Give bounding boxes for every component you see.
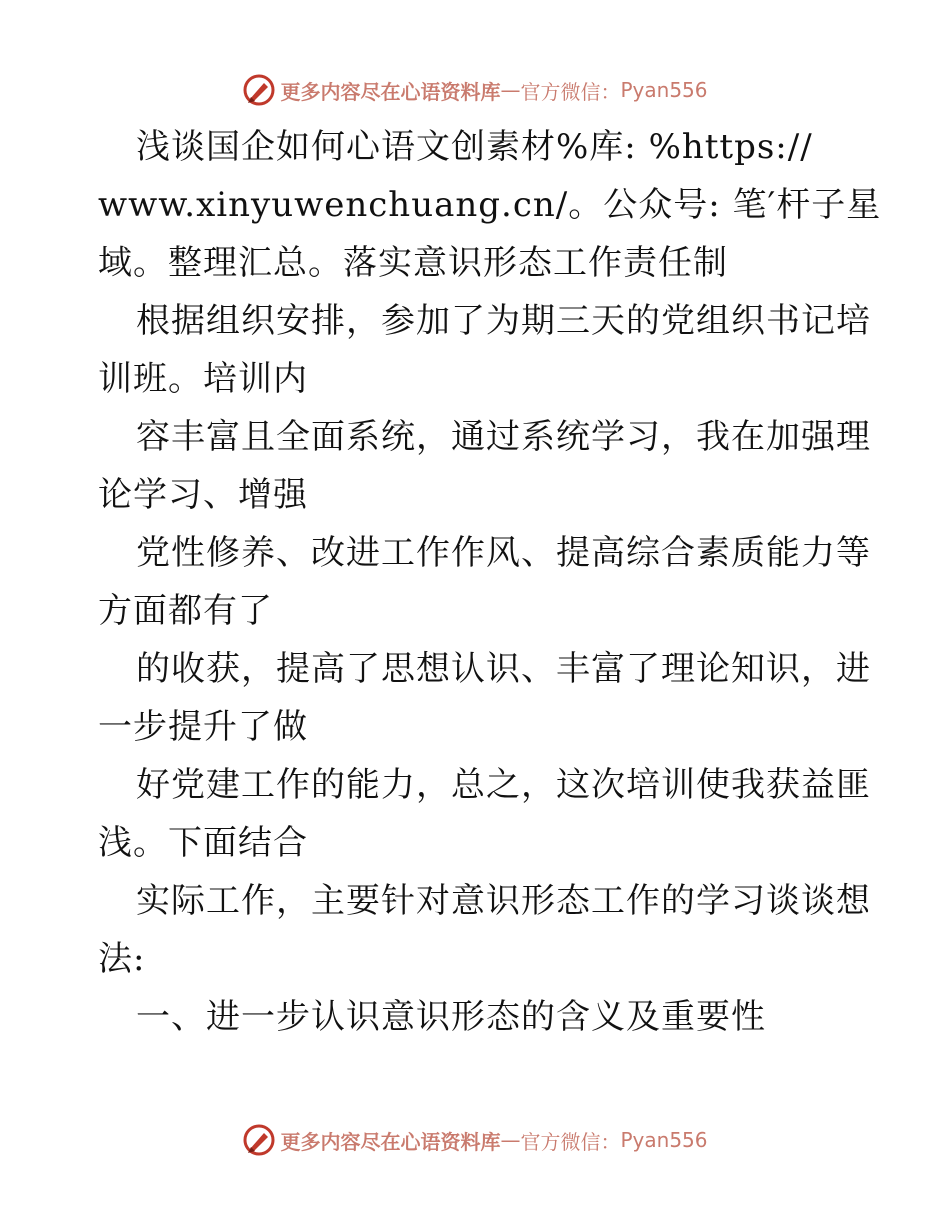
text-line: 浅。下面结合 (98, 823, 308, 863)
text-line: 党性修养、改进工作作风、提高综合素质能力等 (136, 533, 871, 573)
banner-official-label: 官方微信： (520, 79, 621, 104)
banner-brand-text: 更多内容尽在心语资料库 (280, 79, 501, 104)
text-line: 法: (98, 939, 146, 979)
text-line: www.xinyuwenchuang.cn/。公众号: 笔′杆子星 (98, 185, 882, 225)
text-line: 浅谈国企如何心语文创素材%库: %https:// (136, 127, 813, 167)
text-line: 的收获，提高了思想认识、丰富了理论知识，进 (136, 649, 871, 689)
pen-logo-icon (242, 73, 276, 107)
text-line: 方面都有了 (98, 591, 273, 631)
text-line: 域。整理汇总。落实意识形态工作责任制 (98, 243, 728, 283)
section-heading: 一、进一步认识意识形态的含义及重要性 (136, 997, 766, 1037)
banner-dash: — (500, 78, 521, 102)
banner-dash: — (500, 1128, 521, 1152)
pen-logo-icon (242, 1123, 276, 1157)
banner-brand-text: 更多内容尽在心语资料库 (280, 1129, 501, 1154)
text-line: 容丰富且全面系统，通过系统学习，我在加强理 (136, 417, 871, 457)
text-line: 论学习、增强 (98, 475, 308, 515)
banner-wechat-handle: Pyan556 (620, 1128, 708, 1152)
banner-wechat-handle: Pyan556 (620, 78, 708, 102)
text-line: 一步提升了做 (98, 707, 308, 747)
text-line: 好党建工作的能力，总之，这次培训使我获益匪 (136, 765, 871, 805)
text-line: 训班。培训内 (98, 359, 308, 399)
text-line: 实际工作，主要针对意识形态工作的学习谈谈想 (136, 881, 871, 921)
banner-official-label: 官方微信： (520, 1129, 621, 1154)
footer-watermark-banner (0, 1120, 950, 1160)
document-body (98, 118, 882, 1046)
text-line: 根据组织安排，参加了为期三天的党组织书记培 (136, 301, 871, 341)
header-watermark-banner (0, 70, 950, 110)
